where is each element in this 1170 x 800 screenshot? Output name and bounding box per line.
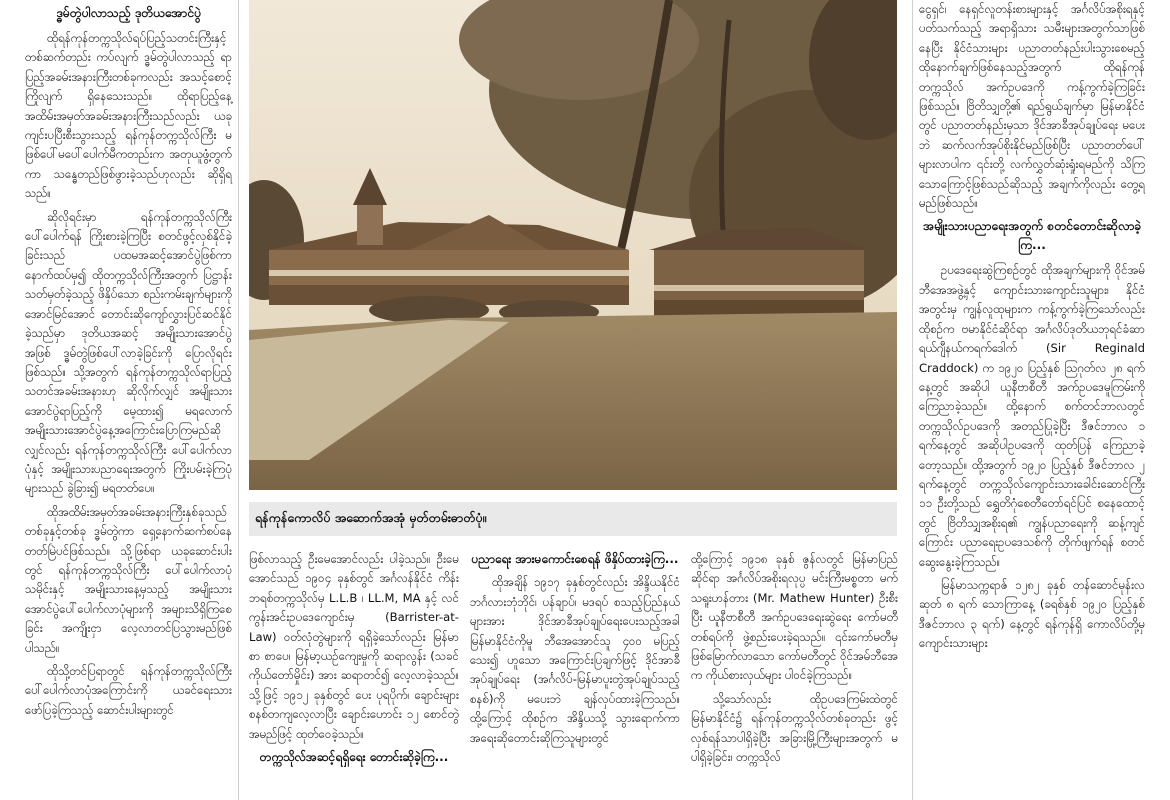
left-paragraph: ဆိုလိုရင်းမှာ ရန်ကုန်တက္ကသိုလ်ကြီး ပေါ်ပေါက်ရန် ကြိုးစားခဲ့ကြပြီး စတင်ဖွင့်လှစ်နိုင်ခဲ့ခြင်းသည် ပထမအဆင့်အောင်ပွဲဖြစ်ကာ နောက်ထပ်မှ၍ ထိုတက္ကသိုလ်ကြီးအတွက် ပြဋ္ဌာန်းသတ်မှတ်ခဲ့သည့် ဖိနှိပ်သော စည်းကမ်းချက်များကို အောင်မြင်အောင် တောင်းဆိုကျော်လွှားပြင်ဆင်နိုင်ခဲ့သည်မှာ ဒုတိယအဆင့် အမျိုးသားအောင်ပွဲအဖြစ် ဒ္ဓမ်တွဲဖြစ်ပေါ်လာခဲ့ခြင်းကို ပြောလိုရင်းဖြစ်သည်။ သို့အတွက် ရန်ကုန်တက္ကသိုလ်ရာပြည့်သတင်အခမ်းအနားဟု ဆိုလိုက်လျှင် အမျိုးသားအောင်ပွဲရာပြည့်ကို မေ့ထား၍ မရလောက် အမျိုးသားအောင်ပွဲနေ့အကြောင်းပြောကြမည်ဆိုလျှင်လည်း ရန်ကုန်တက္ကသိုလ်ကြီး ပေါ်ပေါက်လာပုံနှင့် အမျိုးသားပညာရေးအတွက် ကြိုးပမ်းခဲ့ကြပုံများသည် ခွဲခြား၍ မရတတ်ပေ။ bbox=[25, 209, 232, 496]
right-column-subheading: အမျိုးသားပညာရေးအတွက် စတင်တောင်းဆိုလာခဲ့ကြ... bbox=[922, 219, 1142, 253]
photo-caption: ရန်ကုန်ကောလိပ် အဆောက်အအုံ မှတ်တမ်းဓာတ်ပုံ။ bbox=[255, 509, 487, 525]
right-article-column bbox=[912, 0, 1145, 800]
left-paragraph: ထိုအထိမ်းအမှတ်အခမ်းအနားကြီးနှစ်ခုသည် တစ်ခုနှင့်တစ်ခု ဒ္ဓမ်တွဲကာ ရှေ့နောက်ဆက်စပ်နေတတ်မြဲပင်ဖြစ်သည်။ သို့ဖြစ်ရာ ယခုဆောင်းပါးတွင် ရန်ကုန်တက္ကသိုလ်ကြီး ပေါ်ပေါက်လာပုံသမိုင်းနှင့် အမျိုးသားနေ့မှသည့် အမျိုးသားအောင်ပွဲပေါ်ပေါက်လာပုံများကို အများသိရှိကြစေခြင်း အကျိုးငှာ လေ့လာတင်ပြသွားမည်ဖြစ်ပါသည်။ bbox=[25, 504, 232, 655]
middle-column-2 bbox=[470, 550, 680, 800]
left-article-column bbox=[25, 0, 239, 800]
left-paragraph: ထိုသို့တင်ပြရာတွင် ရန်ကုန်တက္ကသိုလ်ကြီး ပေါ်ပေါက်လာပုံအကြောင်းကို ယခင်ရေးသားဖော်ပြခဲ့ကြသည့် ဆောင်းပါးများတွင် bbox=[25, 664, 232, 717]
middle-paragraph: ဖြစ်လာသည့် ဦးမေအောင်လည်း ပါခဲ့သည်။ ဦးမေအောင်သည် ၁၉၀၄ ခုနှစ်တွင် အင်္ဂလန်နိုင်ငံ ကိန်းဘရစ်တက္ကသိုလ်မှ L.L.B ၊ LL.M, MA နှင့် လင်ကွန်းအင်းဥပဒေကျောင်းမှ (Barrister-at-Law) ဝတ်လုံတွဲများကို ရရှိခဲ့သော်လည်း မြန်မာစာ စာပေ၊ မြန်မာ့ယဉ်ကျေးမှုကို ဆရာလွန်း (သခင်ကိုယ်တော်မှိုင်း) အား ဆရာတင်၍ လေ့လာခဲ့သည်။ သို့ဖြင့် ၁၉၁၂ ခုနှစ်တွင် ပေး ပုရပိုက်၊ ချောင်းများ စနစ်တကျလေ့လာပြီး ချောင်းဟောင်း ၁၂ စောင်တွဲအမည်ဖြင့် ထုတ်ဝေခဲ့သည်။ bbox=[249, 552, 459, 741]
middle-paragraph: သို့သော်လည်း ထိုဥပဒေကြမ်းထဲတွင် မြန်မာနိုင်ငံ၌ ရန်ကုန်တက္ကသိုလ်တစ်ခုတည်း ဖွင့်လှစ်ရန်သာပါရှိခဲ့ပြီး အခြားမြို့ကြီးများအတွက် မပါရှိခဲ့ခြင်း၊ တက္ကသိုလ် bbox=[691, 691, 898, 765]
left-paragraph: ထိုရန်ကုန်တက္ကသိုလ်ရပ်ပြည့်သတင်းကြီးနှင့် တစ်ဆက်တည်း ကပ်လျက် ဒ္ဓမ်တွဲပါလာသည့် ရာပြည့်အခမ်းအနားကြီးတစ်ခုကလည်း အသင့်စောင့်ကြိုလျက် ရှိနေသေးသည်။ ထိုရာပြည့်နေ့အထိမ်းအမှတ်အခမ်းအနားကြီးသည်လည်း ယခုကျင်းပပြီးစီးသွားသည့် ရန်ကုန်တက္ကသိုလ်ကြီး မဖြစ်ပေါ်မပေါ်ပေါက်မီကတည်းက အတုယူဖွံ့တွက်ကာ သန္ဓေတည်ဖြစ်ဖွားခဲ့သည်ဟုလည်း ဆိုရှိရသည်။ bbox=[25, 31, 232, 201]
right-paragraph: ဥပဒေရေးဆွဲကြစဉ်တွင် ထိုအချက်များကို ဝိုင်အမ်ဘီအေအဖွဲ့နှင့် ကျောင်းသားကျောင်းသူများ၊ နိုင်ငံအတွင်းမှ ကျွန်လူထုများက ကန့်ကွက်ခဲ့ကြသော်လည်း ထိုစဉ်က ဗမာနိုင်ငံဆိုင်ရာ အင်္ဂလိပ်ဒုတိယဘုရင်ခံဆာရယ်ဂျီနယ်ကရက်ဒေါက် (Sir Reginald Craddock) က ၁၉၂၀ ပြည့်နှစ် ဩဂုတ်လ ၂၈ ရက်နေ့တွင် အဆိုပါ ယူနီဗာစီတီ အက်ဥပဒေမူကြမ်းကို ကြေညာခဲ့သည်။ ထို့နောက် စက်တင်ဘာလတွင် တက္ကသိုလ်ဥပဒေကို အတည်ပြုခဲ့ပြီး ဒီဇင်ဘာလ ၁ ရက်နေ့တွင် အဆိုပါဥပဒေကို ထုတ်ပြန် ကြေညာခဲ့တော့သည်။ ထို့အတွက် ၁၉၂၀ ပြည့်နှစ် ဒီဇင်ဘာလ ၂ ရက်နေ့တွင် တက္ကသိုလ်ကျောင်းသားခေါင်းဆောင်ကြီး ၁၁ ဦးတို့သည် ရွှေတိဂုံစေတီတော်ရင်ပြင် စနေထောင့်တွင် ဗြိတိသျှအစိုးရ၏ ကျွန်ပညာရေးကို ဆန့်ကျင်ကြောင်း ပညာရေးဥပဒေသစ်ကို တိုက်ဖျက်ရန် စတင်ဆွေးနွေးခဲ့ကြသည်။ bbox=[919, 263, 1145, 569]
right-paragraph: ငွေရှင်၊ နေရှင်လူတန်းစားများနှင့် အင်္ဂလိပ်အစိုးရနှင့် ပတ်သက်သည့် အရာရှိသား သမီးများအတွက်သာဖြစ်နေပြီး နိုင်ငံသားများ ပညာတတ်နည်းပါးသွားစေမည့် ထိုနောက်ချက်ဖြစ်နေသည့်အတွက် ထိုရန်ကုန်တက္ကသိုလ် အက်ဥပဒေကို ကန့်ကွက်ခဲ့ကြခြင်းဖြစ်သည်။ ဗြိတိသျှတို့၏ ရည်ရွယ်ချက်မှာ မြန်မာနိုင်ငံတွင် ပညာတတ်နည်းမှသာ ဒိုင်အာခီအုပ်ချုပ်ရေး မပေးဘဲ ဆက်လက်အုပ်စိုးနိုင်မည်ဖြစ်ပြီး ပညာတတ်ပေါ်များလာပါက ၎င်းတို့ လက်လွှတ်ဆုံးရှုံးရမည်ကို သိကြသောကြောင့်ဖြစ်သည်ဆိုသည့် အချက်ကိုလည်း တွေ့ရမည်ဖြစ်သည်။ bbox=[919, 2, 1145, 211]
middle-paragraph: ထို့ကြောင့် ၁၉၁၈ ခုနှစ် ဇွန်လတွင် မြန်မာပြည်ဆိုင်ရာ အင်္ဂလိပ်အစိုးရလုပ္ပ မင်းကြီးမစ္စတာ မက်သရူးဟန်တား (Mr. Mathew Hunter) ဦးစီးပြီး ယူနီဗာစီတီ အက်ဥပဒေရေးဆွဲရေး ကော်မတီတစ်ရပ်ကို ဖွဲ့စည်းပေးခဲ့ရသည်။ ၎င်းကော်မတီမှ ဖြစ်မြောက်လာသော ကော်မတီတွင် ဝိုင်အမ်ဘီအေက ကိုယ်စားလှယ်များ ပါဝင်ခဲ့ကြသည်။ bbox=[691, 552, 898, 683]
left-column-subheading: ဒ္ဓမ်တွဲပါလာသည့် ဒုတိယအောင်ပွဲ bbox=[56, 6, 201, 20]
photo-caption-bar bbox=[249, 502, 897, 536]
middle-paragraph: ထိုအချိန် ၁၉၁၇ ခုနှစ်တွင်လည်း အိန္ဒိယနိုင်ငံ ဘင်္ဂလားဘုံဘိုင်၊ ပန်ချာပ်၊ မဒရပ် စသည့်ပြည်နယ်များအား ဒိုင်အာခီအုပ်ချုပ်ရေးပေးသည့်အခါ မြန်မာနိုင်ငံကိုမူ ဘီအေအောင်သူ ၄၀၀ မပြည့်သေး၍ ဟူသော အကြောင်းပြချက်ဖြင့် ဒိုင်အာခီအုပ်ချုပ်ရေး (အင်္ဂလိပ်-မြန်မာပူးတွဲအုပ်ချုပ်သည့်စနစ်)ကို မပေးဘဲ ချန်လှပ်ထားခဲ့ကြသည်။ ထို့ကြောင့် ထိုစဉ်က အိန္ဒိယသို့ သွားရောက်ကာ အရေးဆိုတောင်းဆိုကြသူများတွင် bbox=[470, 575, 680, 745]
rangoon-college-photo bbox=[249, 0, 897, 490]
middle-subheading: ပညာရေး အားမကောင်းစေရန် ဖိနှိပ်ထားခဲ့ကြ... bbox=[471, 552, 679, 566]
middle-subheading: တက္ကသိုလ်အဆင့်ရရှိရေး တောင်းဆိုခဲ့ကြ... bbox=[259, 750, 449, 765]
middle-column-3 bbox=[691, 550, 898, 800]
right-paragraph: မြန်မာသက္ကရာဇ် ၁၂၈၂ ခုနှစ် တန်ဆောင်မုန်းလဆုတ် ၈ ရက် သောကြာနေ့ (ခရစ်နှစ် ၁၉၂၀ ပြည့်နှစ် ဒီဇင်ဘာလ ၃ ရက်) နေ့တွင် ရန်ကုန်ရှိ ကောလိပ်တို့မှ ကျောင်းသားများ bbox=[919, 577, 1145, 651]
middle-column-1 bbox=[249, 550, 459, 800]
